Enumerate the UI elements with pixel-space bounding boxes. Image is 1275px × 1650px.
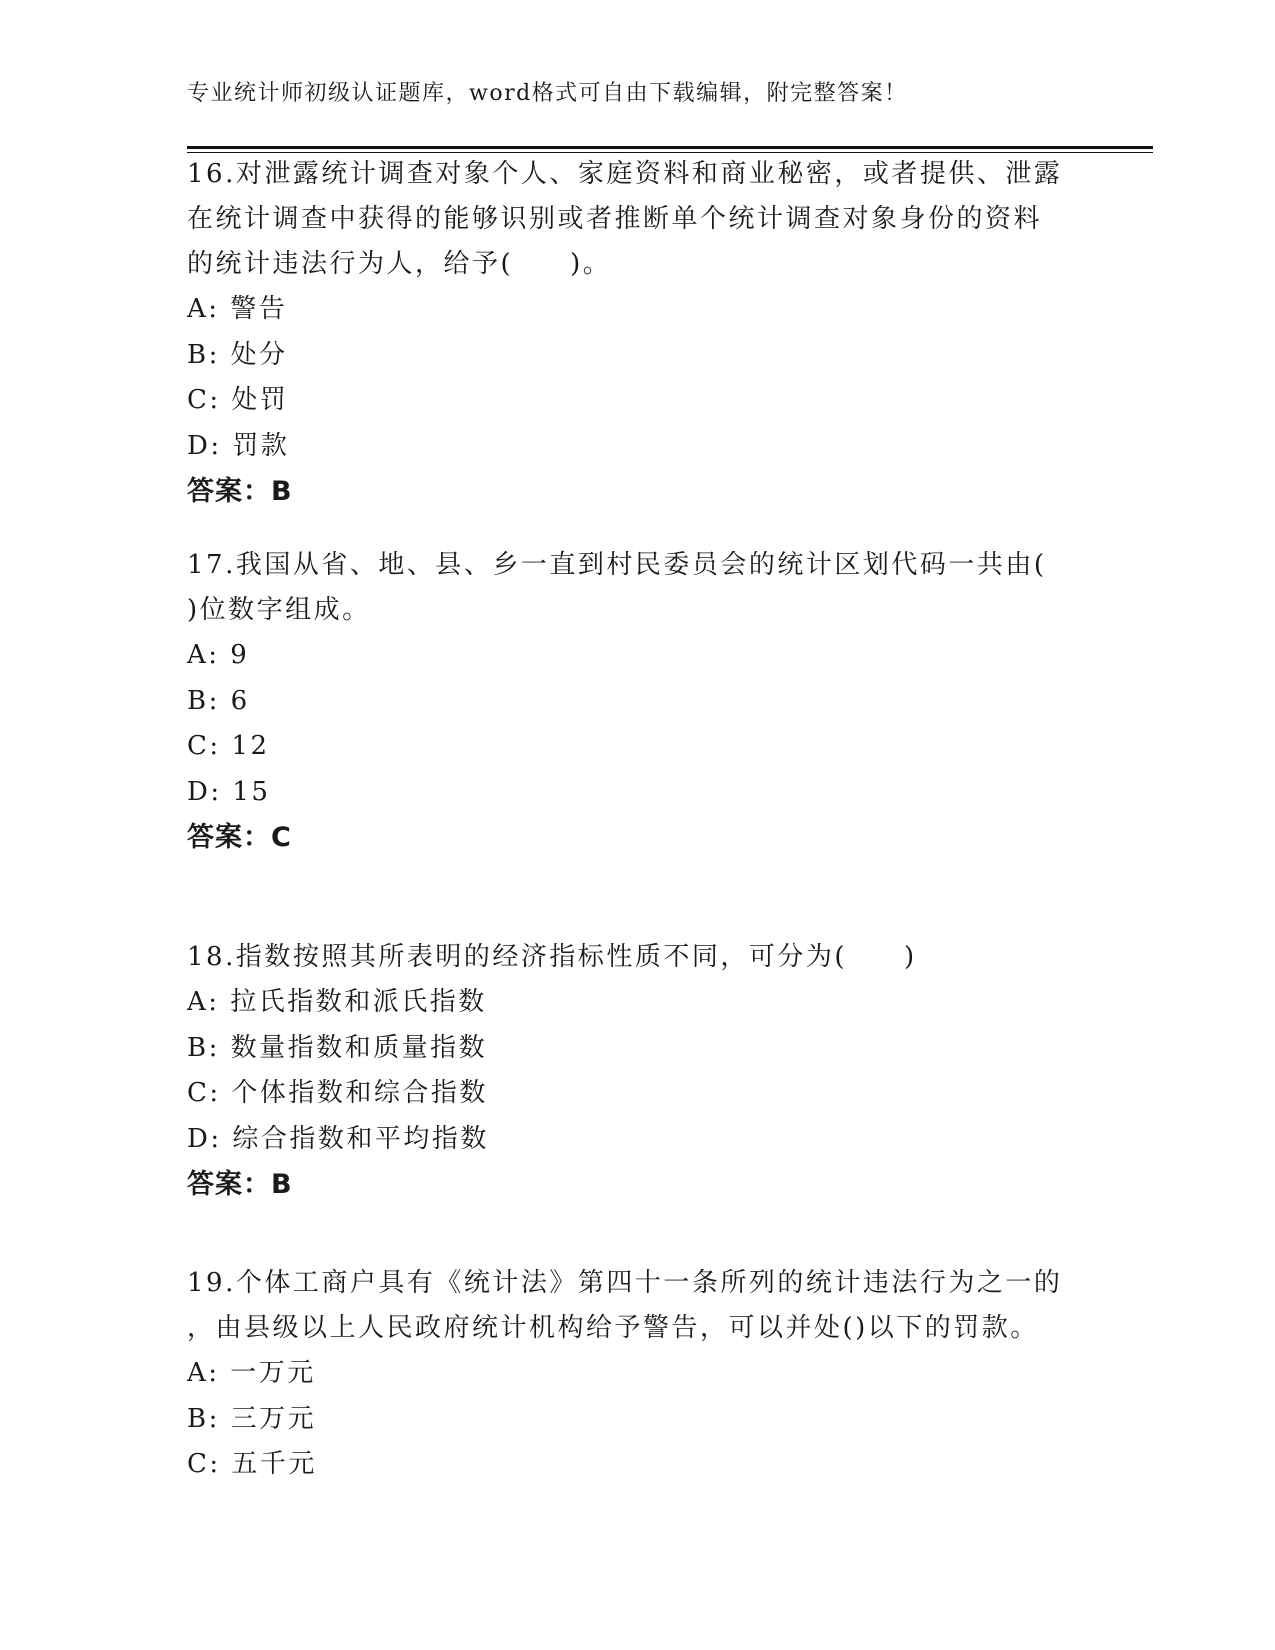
option-b: B: 数量指数和质量指数 [187,1032,488,1063]
question-text-line: 18.指数按照其所表明的经济指标性质不同，可分为( ) [187,942,917,972]
question-19 [187,1261,1067,1488]
page-header: 专业统计师初级认证题库，word格式可自由下载编辑，附完整答案！ [187,81,908,106]
option-a: A: 拉氏指数和派氏指数 [187,987,487,1017]
answer-line: 答案：C [187,822,292,853]
question-text-line: 19.个体工商户具有《统计法》第四十一条所列的统计违法行为之一的 [187,1268,1063,1298]
option-b: B: 三万元 [187,1403,317,1434]
option-d: D: 15 [187,776,271,807]
question-17 [187,543,1067,861]
option-c: C: 五千元 [187,1449,317,1479]
question-text-line: 16.对泄露统计调查对象个人、家庭资料和商业秘密，或者提供、泄露 [187,159,1063,189]
question-text-line: 的统计违法行为人，给予( )。 [187,249,612,279]
answer-line: 答案：B [187,1169,293,1200]
option-c: C: 12 [187,731,270,761]
option-b: B: 6 [187,685,250,716]
answer-line: 答案：B [187,476,293,507]
question-text-line: )位数字组成。 [187,595,371,625]
option-c: C: 个体指数和综合指数 [187,1078,488,1108]
option-c: C: 处罚 [187,385,289,415]
option-a: A: 警告 [187,294,288,324]
question-text-line: 17.我国从省、地、县、乡一直到村民委员会的统计区划代码一共由( [187,550,1047,580]
option-a: A: 一万元 [187,1358,316,1388]
question-text-line: 在统计调查中获得的能够识别或者推断单个统计调查对象身份的资料 [187,204,1043,234]
question-16 [187,152,1067,515]
option-b: B: 处分 [187,339,288,370]
option-a: A: 9 [187,640,250,670]
question-text-line: ，由县级以上人民政府统计机构给予警告，可以并处()以下的罚款。 [187,1313,1039,1343]
option-d: D: 罚款 [187,430,290,461]
option-d: D: 综合指数和平均指数 [187,1123,489,1154]
question-18 [187,935,1067,1208]
